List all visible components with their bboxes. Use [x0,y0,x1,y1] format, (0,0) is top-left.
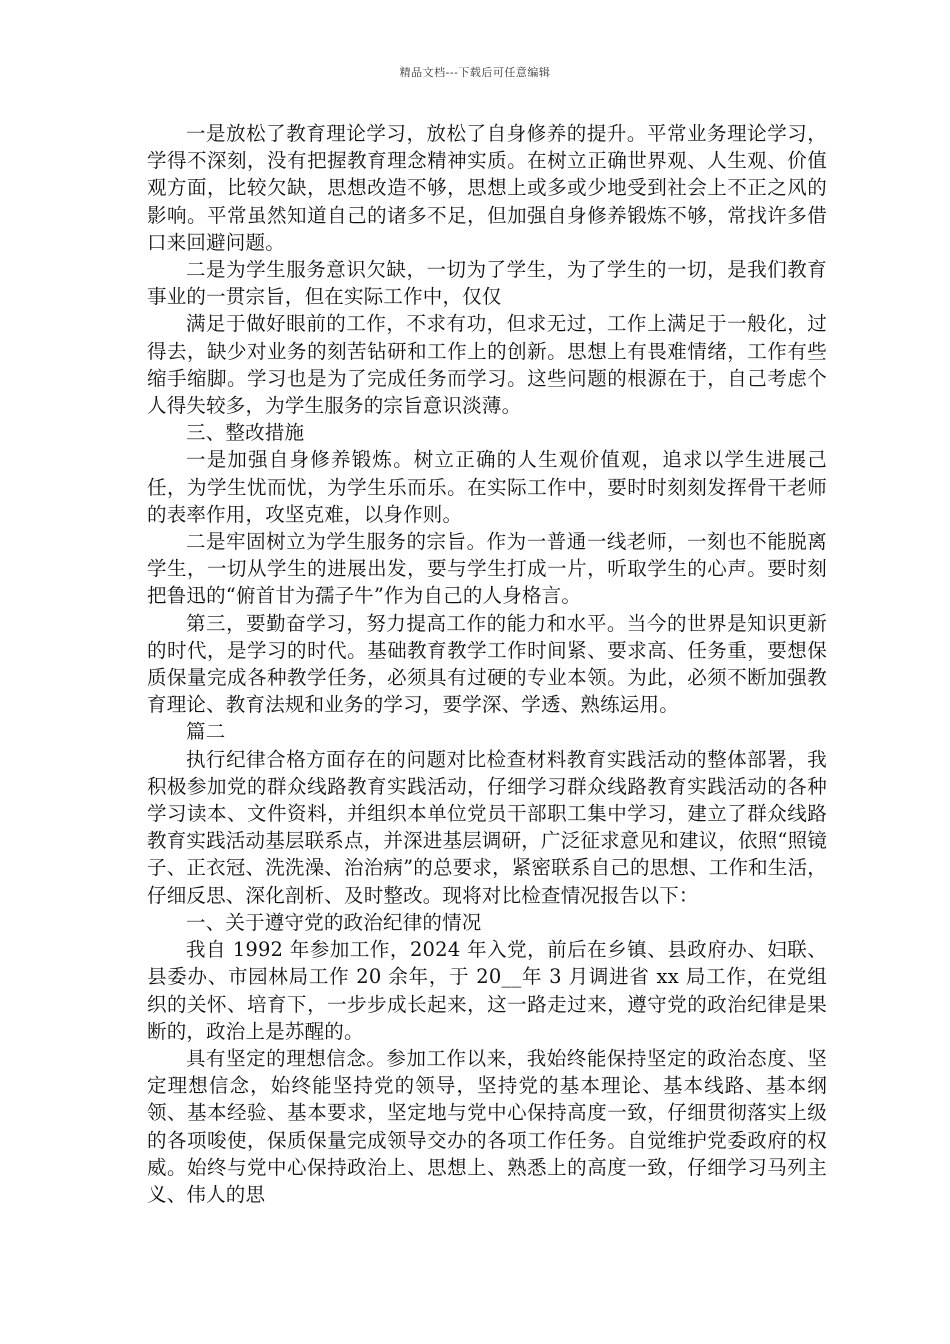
paragraph: 具有坚定的理想信念。参加工作以来，我始终能保持坚定的政治态度、坚定理想信念，始终能坚持党的领导，坚持党的基本理论、基本线路、基本纲领、基本经验、基本要求，坚定地与党中心保持高度一致，仔细贯彻落实上级的各项唆使，保质保量完成领导交办的各项工作任务。自觉维护党委政府的权威。始终与党中心保持政治上、思想上、熟悉上的高度一致，仔细学习马列主义、伟人的思 [147,1046,827,1206]
paragraph: 满足于做好眼前的工作，不求有功，但求无过，工作上满足于一般化，过得去，缺少对业务的刻苦钻研和工作上的创新。思想上有畏难情绪，工作有些缩手缩脚。学习也是为了完成任务而学习。这些问题的根源在于，自己考虑个人得失较多，为学生服务的宗旨意识淡薄。 [147,312,827,418]
section-heading: 一、关于遵守党的政治纪律的情况 [186,910,482,934]
paragraph: 第三，要勤奋学习，努力提高工作的能力和水平。当今的世界是知识更新的时代，是学习的时代。基础教育教学工作时间紧、要求高、任务重，要想保质保量完成各种教学任务，必须具有过硬的专业本领。为此，必须不断加强教育理论、教育法规和业务的学习，要学深、学透、熟练运用。 [147,611,827,717]
paragraph: 二是牢固树立为学生服务的宗旨。作为一普通一线老师，一刻也不能脱离学生，一切从学生的进展出发，要与学生打成一片，听取学生的心声。要时刻把鲁迅的“俯首甘为孺子牛”作为自己的人身格言。 [147,530,827,608]
section-heading: 篇二 [186,720,226,744]
section-heading: 三、整改措施 [186,421,305,445]
paragraph: 一是加强自身修养锻炼。树立正确的人生观价值观，追求以学生进展己任，为学生忧而忧，为学生乐而乐。在实际工作中，要时时刻刻发挥骨干老师的表率作用，攻坚克难，以身作则。 [147,448,827,526]
paragraph: 一是放松了教育理论学习，放松了自身修养的提升。平常业务理论学习，学得不深刻，没有把握教育理念精神实质。在树立正确世界观、人生观、价值观方面，比较欠缺，思想改造不够，思想上或多或少地受到社会上不正之风的影响。平常虽然知道自己的诸多不足，但加强自身修养锻炼不够，常找许多借口来回避问题。 [147,122,827,254]
paragraph: 我自 1992 年参加工作，2024 年入党，前后在乡镇、县政府办、妇联、县委办、市园林局工作 20 余年，于 20__年 3 月调进省 xx 局工作，在党组织的关怀、培育下，一步步成长起来，这一路走过来，遵守党的政治纪律是果断的，政治上是苏醒的。 [147,938,827,1043]
paragraph: 二是为学生服务意识欠缺，一切为了学生，为了学生的一切，是我们教育事业的一贯宗旨，但在实际工作中，仅仅 [147,258,827,309]
document-body [147,120,827,1208]
page-header: 精品文档---下载后可任意编辑 [399,66,551,79]
paragraph: 执行纪律合格方面存在的问题对比检查材料教育实践活动的整体部署，我积极参加党的群众线路教育实践活动，仔细学习群众线路教育实践活动的各种学习读本、文件资料，并组织本单位党员干部职工集中学习，建立了群众线路教育实践活动基层联系点，并深进基层调研，广泛征求意见和建议，依照“照镜子、正衣冠、洗洗澡、治治病”的总要求，紧密联系自己的思想、工作和生活，仔细反思、深化剖析、及时整改。现将对比检查情况报告以下： [147,747,827,907]
